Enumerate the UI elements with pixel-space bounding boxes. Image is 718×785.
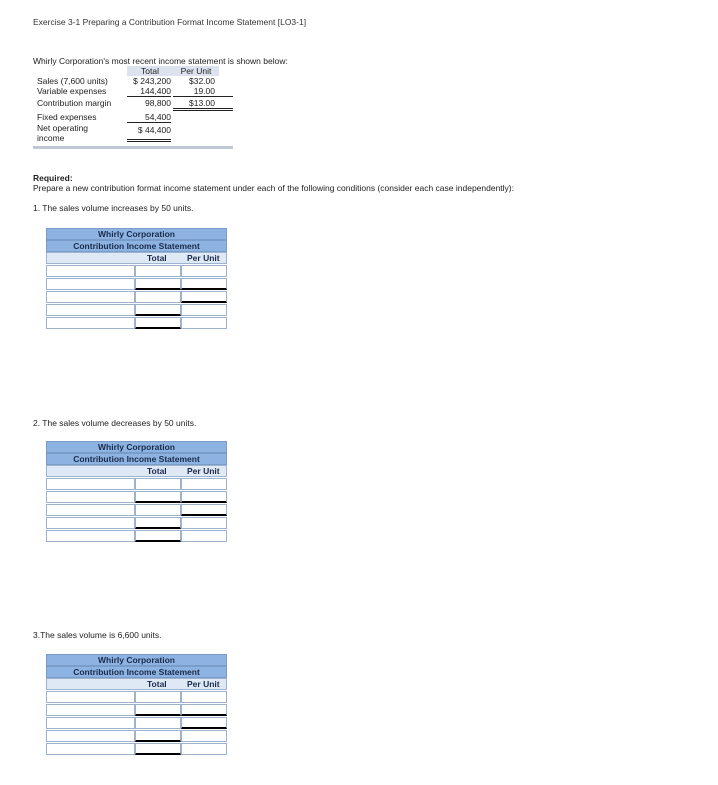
per-unit-input[interactable] (181, 317, 227, 329)
case-1-label: 1. The sales volume increases by 50 units. (33, 203, 194, 213)
total-input[interactable] (135, 704, 181, 716)
total-input[interactable] (135, 691, 181, 703)
underline (127, 96, 171, 97)
total-input[interactable] (135, 504, 181, 516)
case-1-table (46, 228, 227, 330)
row-per-unit: $13.00 (189, 98, 215, 108)
statement-title: Contribution Income Statement (46, 666, 227, 678)
case-2-table (46, 441, 227, 543)
total-input[interactable] (135, 530, 181, 542)
given-row-noi (33, 123, 233, 143)
per-unit-input[interactable] (181, 491, 227, 503)
total-input[interactable] (135, 265, 181, 277)
per-unit-input[interactable] (181, 517, 227, 529)
company-name: Whirly Corporation (46, 441, 227, 453)
given-row-contribution (33, 98, 233, 108)
total-input[interactable] (135, 291, 181, 303)
exercise-title: Exercise 3-1 Preparing a Contribution Format Income Statement [LO3-1] (33, 17, 307, 27)
given-col-per-unit: Per Unit (173, 66, 219, 76)
per-unit-input[interactable] (181, 278, 227, 290)
col-per-unit-header: Per Unit (187, 253, 220, 263)
label-input[interactable] (46, 278, 135, 290)
total-input[interactable] (135, 278, 181, 290)
total-input[interactable] (135, 304, 181, 316)
given-row-sales (33, 76, 233, 86)
underline (173, 110, 233, 111)
per-unit-input[interactable] (181, 717, 227, 729)
col-total-header: Total (147, 253, 167, 263)
per-unit-input[interactable] (181, 530, 227, 542)
column-header-row (46, 465, 227, 477)
underline (173, 96, 233, 97)
per-unit-input[interactable] (181, 743, 227, 755)
label-input[interactable] (46, 691, 135, 703)
company-name: Whirly Corporation (46, 654, 227, 666)
required-text: Prepare a new contribution format income statement under each of the following conditions (consider each case independently): (33, 183, 515, 193)
label-input[interactable] (46, 730, 135, 742)
given-row-variable (33, 86, 233, 96)
row-label: Fixed expenses (37, 112, 97, 122)
col-total-header: Total (147, 679, 167, 689)
given-intro: Whirly Corporation's most recent income statement is shown below: (33, 56, 288, 66)
total-input[interactable] (135, 491, 181, 503)
row-label: Variable expenses (37, 86, 107, 96)
total-input[interactable] (135, 743, 181, 755)
given-income-statement (33, 66, 233, 150)
total-input[interactable] (135, 478, 181, 490)
label-input[interactable] (46, 291, 135, 303)
per-unit-input[interactable] (181, 265, 227, 277)
per-unit-input[interactable] (181, 504, 227, 516)
label-input[interactable] (46, 265, 135, 277)
column-header-row (46, 252, 227, 264)
row-per-unit: 19.00 (193, 86, 215, 96)
col-per-unit-header: Per Unit (187, 679, 220, 689)
col-per-unit-header: Per Unit (187, 466, 220, 476)
total-input[interactable] (135, 717, 181, 729)
statement-title: Contribution Income Statement (46, 240, 227, 252)
per-unit-input[interactable] (181, 691, 227, 703)
row-total: 98,800 (145, 98, 171, 108)
label-input[interactable] (46, 717, 135, 729)
total-input[interactable] (135, 517, 181, 529)
case-3-label: 3.The sales volume is 6,600 units. (33, 630, 162, 640)
per-unit-input[interactable] (181, 478, 227, 490)
per-unit-input[interactable] (181, 304, 227, 316)
per-unit-input[interactable] (181, 730, 227, 742)
given-col-total: Total (127, 66, 173, 76)
row-total: $ 44,400 (137, 125, 171, 135)
row-label: Net operating income (37, 123, 89, 143)
row-total: 54,400 (145, 112, 171, 122)
case-2-label: 2. The sales volume decreases by 50 units. (33, 418, 197, 428)
label-input[interactable] (46, 491, 135, 503)
row-total: 144,400 (140, 86, 171, 96)
underline (127, 141, 171, 142)
label-input[interactable] (46, 517, 135, 529)
label-input[interactable] (46, 317, 135, 329)
label-input[interactable] (46, 743, 135, 755)
given-bottom-bar (33, 146, 233, 149)
given-row-fixed (33, 112, 233, 122)
per-unit-input[interactable] (181, 291, 227, 303)
required-title: Required: (33, 173, 73, 183)
row-label: Sales (7,600 units) (37, 76, 108, 86)
column-header-row (46, 678, 227, 690)
label-input[interactable] (46, 504, 135, 516)
per-unit-input[interactable] (181, 704, 227, 716)
row-per-unit: $32.00 (189, 76, 215, 86)
label-input[interactable] (46, 304, 135, 316)
total-input[interactable] (135, 317, 181, 329)
label-input[interactable] (46, 704, 135, 716)
label-input[interactable] (46, 530, 135, 542)
case-3-table (46, 654, 227, 756)
underline (173, 108, 233, 109)
row-label: Contribution margin (37, 98, 112, 108)
col-total-header: Total (147, 466, 167, 476)
total-input[interactable] (135, 730, 181, 742)
company-name: Whirly Corporation (46, 228, 227, 240)
label-input[interactable] (46, 478, 135, 490)
row-total: $ 243,200 (133, 76, 171, 86)
statement-title: Contribution Income Statement (46, 453, 227, 465)
underline (127, 139, 171, 140)
